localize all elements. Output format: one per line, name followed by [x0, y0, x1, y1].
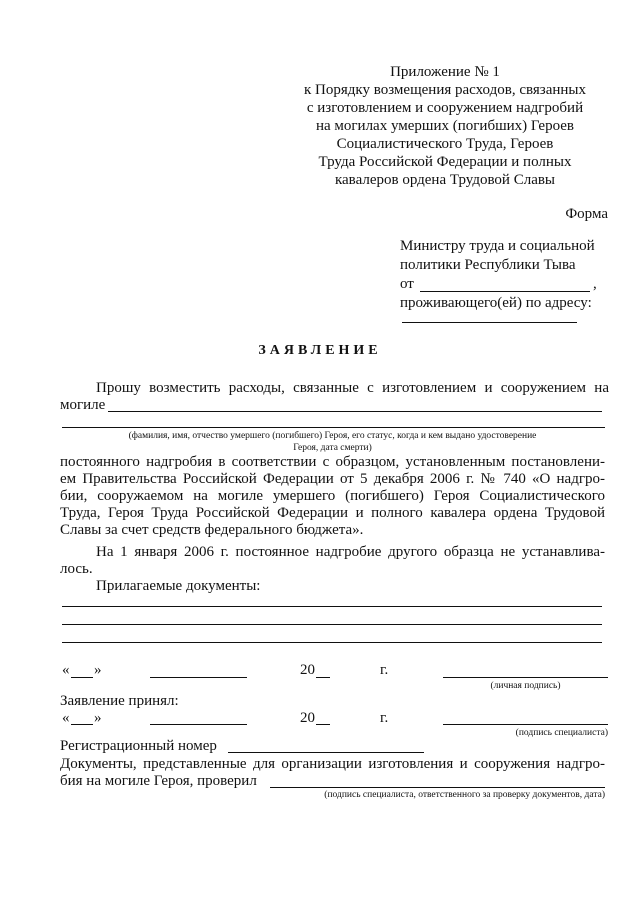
month-field[interactable] — [150, 677, 247, 678]
header-line: на могилах умерших (погибших) Героев — [315, 118, 575, 134]
header-line: к Порядку возмещения расходов, связанных — [304, 82, 586, 98]
body-line: постоянного надгробия в соответствии с образцом, установленным постановлени- — [60, 454, 605, 470]
signature-field[interactable] — [443, 677, 608, 678]
header-line: кавалеров ордена Трудовой Славы — [334, 172, 556, 188]
documents-field-line[interactable] — [62, 642, 602, 643]
form-label: Форма — [565, 206, 608, 222]
body-line: Славы за счет средств федерального бюджета». — [60, 522, 364, 538]
header-line: Труда Российской Федерации и полных — [318, 154, 572, 170]
body-line: ем Правительства Российской Федерации от 5 декабря 2006 г. № 740 «О надгро- — [60, 471, 605, 487]
address-field[interactable] — [402, 322, 577, 323]
month-field[interactable] — [150, 724, 247, 725]
signature-hint: (личная подпись) — [490, 681, 561, 691]
january-line: лось. — [60, 561, 93, 577]
documents-label: Прилагаемые документы: — [96, 578, 261, 594]
year-field[interactable] — [316, 677, 330, 678]
registration-number-field[interactable] — [228, 752, 424, 753]
from-field[interactable] — [420, 291, 590, 292]
documents-field-line[interactable] — [62, 624, 602, 625]
specialist-signature-hint: (подпись специалиста) — [515, 728, 608, 738]
year-prefix: 20 — [300, 662, 315, 678]
appendix-number: Приложение № 1 — [390, 64, 500, 80]
year-suffix: г. — [380, 662, 389, 678]
day-quote-close: » — [94, 710, 102, 726]
addressee-line: Министру труда и социальной — [400, 238, 595, 254]
body-line: Труда, Героя Труда Российской Федерации и полного кавалера ордена Трудовой — [60, 505, 605, 521]
year-suffix: г. — [380, 710, 389, 726]
day-field[interactable] — [71, 724, 93, 725]
grave-field-continuation[interactable] — [62, 427, 605, 428]
grave-field[interactable] — [108, 411, 602, 412]
address-label: проживающего(ей) по адресу: — [400, 295, 592, 311]
accepted-label: Заявление принял: — [60, 693, 179, 709]
registration-label: Регистрационный номер — [60, 738, 217, 754]
day-quote-open: « — [62, 662, 70, 678]
from-label: от — [400, 276, 414, 292]
header-line: с изготовлением и сооружением надгробий — [306, 100, 584, 116]
check-line: бия на могиле Героя, проверил — [60, 773, 257, 789]
request-grave-label: могиле — [60, 397, 106, 413]
day-quote-open: « — [62, 710, 70, 726]
hero-hint: Героя, дата смерти) — [293, 443, 372, 453]
january-line: На 1 января 2006 г. постоянное надгробие другого образца не устанавлива- — [96, 544, 605, 560]
request-line: Прошу возместить расходы, связанные с изготовлением и сооружением на — [96, 380, 609, 396]
addressee-line: политики Республики Тыва — [400, 257, 576, 273]
specialist-signature-field[interactable] — [443, 724, 608, 725]
header-line: Социалистического Труда, Героев — [336, 136, 554, 152]
day-field[interactable] — [71, 677, 93, 678]
year-prefix: 20 — [300, 710, 315, 726]
from-comma: , — [593, 276, 597, 292]
year-field[interactable] — [316, 724, 330, 725]
document-title: ЗАЯВЛЕНИЕ — [258, 343, 382, 358]
checker-signature-field[interactable] — [270, 787, 605, 788]
day-quote-close: » — [94, 662, 102, 678]
hero-hint: (фамилия, имя, отчество умершего (погибшего) Героя, его статус, когда и кем выдано удостоверение — [128, 431, 537, 441]
check-line: Документы, представленные для организации изготовления и сооружения надгро- — [60, 756, 605, 772]
body-line: бии, сооружаемом на могиле умершего (погибшего) Героя Социалистического — [60, 488, 605, 504]
checker-signature-hint: (подпись специалиста, ответственного за проверку документов, дата) — [324, 790, 605, 800]
documents-field-line[interactable] — [62, 606, 602, 607]
